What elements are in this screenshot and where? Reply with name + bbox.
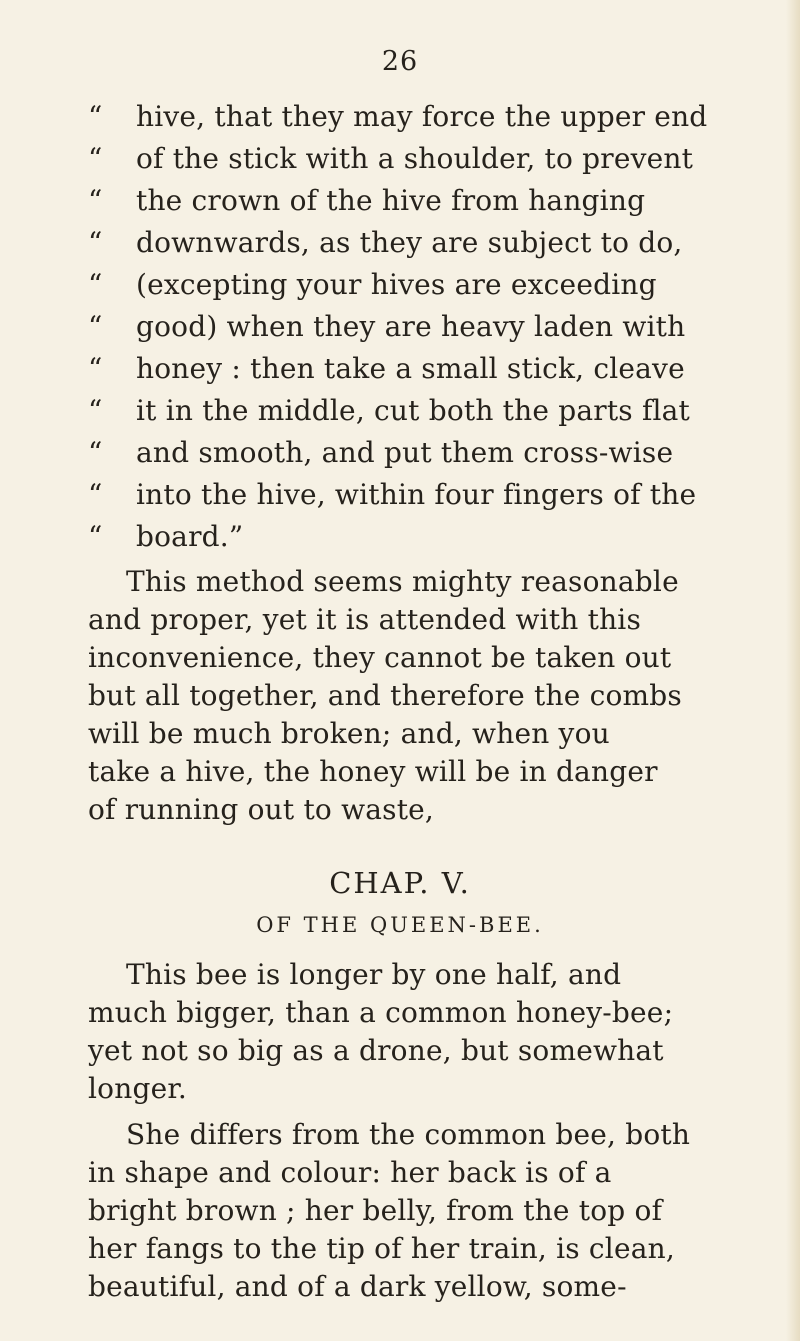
- paragraph-1-line: This method seems mighty reasonable: [126, 565, 679, 598]
- quote-line-text: board.”: [136, 520, 244, 553]
- quote-mark: “: [88, 352, 103, 385]
- quote-mark: “: [88, 100, 103, 133]
- paragraph-3-line: She differs from the common bee, both: [126, 1118, 691, 1151]
- quote-mark: “: [88, 310, 103, 343]
- paragraph-1-line: but all together, and therefore the combs: [88, 679, 682, 712]
- page-edge-shadow: [786, 0, 800, 1341]
- quote-line-text: of the stick with a shoulder, to prevent: [136, 142, 694, 175]
- quote-line: [88, 268, 657, 301]
- quote-mark: “: [88, 142, 103, 175]
- paragraph-3-line: bright brown ; her belly, from the top of: [88, 1194, 663, 1227]
- quote-line: [88, 394, 690, 427]
- quote-line: [88, 352, 685, 385]
- quote-line-text: good) when they are heavy laden with: [136, 310, 686, 343]
- quote-line: [88, 310, 685, 343]
- quote-line: [88, 226, 683, 259]
- quote-mark: “: [88, 226, 103, 259]
- quote-mark: “: [88, 394, 103, 427]
- quote-line-text: downwards, as they are subject to do,: [136, 226, 683, 259]
- paragraph-1-line: will be much broken; and, when you: [88, 717, 610, 750]
- quote-line-text: it in the middle, cut both the parts flat: [136, 394, 691, 427]
- quote-line-text: into the hive, within four fingers of the: [136, 478, 697, 511]
- page-number: 26: [381, 46, 419, 77]
- quote-mark: “: [88, 268, 103, 301]
- paragraph-2-line: yet not so big as a drone, but somewhat: [88, 1034, 664, 1067]
- paragraph-1-line: inconvenience, they cannot be taken out: [88, 641, 672, 674]
- quote-mark: “: [88, 436, 103, 469]
- paragraph-1-line: of running out to waste,: [88, 793, 435, 826]
- quote-line-text: the crown of the hive from hanging: [136, 184, 646, 217]
- quote-line: [88, 436, 673, 469]
- quote-line: [88, 100, 707, 133]
- paragraph-2-line: much bigger, than a common honey-bee;: [88, 996, 674, 1029]
- paragraph-1-line: take a hive, the honey will be in danger: [88, 755, 658, 788]
- quote-mark: “: [88, 520, 103, 553]
- section-heading: OF THE QUEEN-BEE.: [256, 913, 544, 937]
- quote-line: [88, 184, 645, 217]
- paragraph-2-line: longer.: [88, 1072, 187, 1105]
- paragraph-1-line: and proper, yet it is attended with this: [88, 603, 642, 636]
- paragraph-3-line: in shape and colour: her back is of a: [88, 1156, 612, 1189]
- paragraph-2-line: This bee is longer by one half, and: [126, 958, 622, 991]
- paragraph-3-line: her fangs to the tip of her train, is clean,: [88, 1232, 675, 1265]
- quote-line: [88, 520, 243, 553]
- quote-line-text: hive, that they may force the upper end: [136, 100, 708, 133]
- quote-mark: “: [88, 184, 103, 217]
- quote-line: [88, 478, 696, 511]
- paragraph-3-line: beautiful, and of a dark yellow, some-: [88, 1270, 627, 1303]
- quote-line-text: honey : then take a small stick, cleave: [136, 352, 685, 385]
- quote-line-text: and smooth, and put them cross-wise: [136, 436, 674, 469]
- quote-line-text: (excepting your hives are exceeding: [136, 268, 657, 301]
- quote-line: [88, 142, 693, 175]
- chapter-heading: CHAP. V.: [329, 866, 471, 900]
- quote-mark: “: [88, 478, 103, 511]
